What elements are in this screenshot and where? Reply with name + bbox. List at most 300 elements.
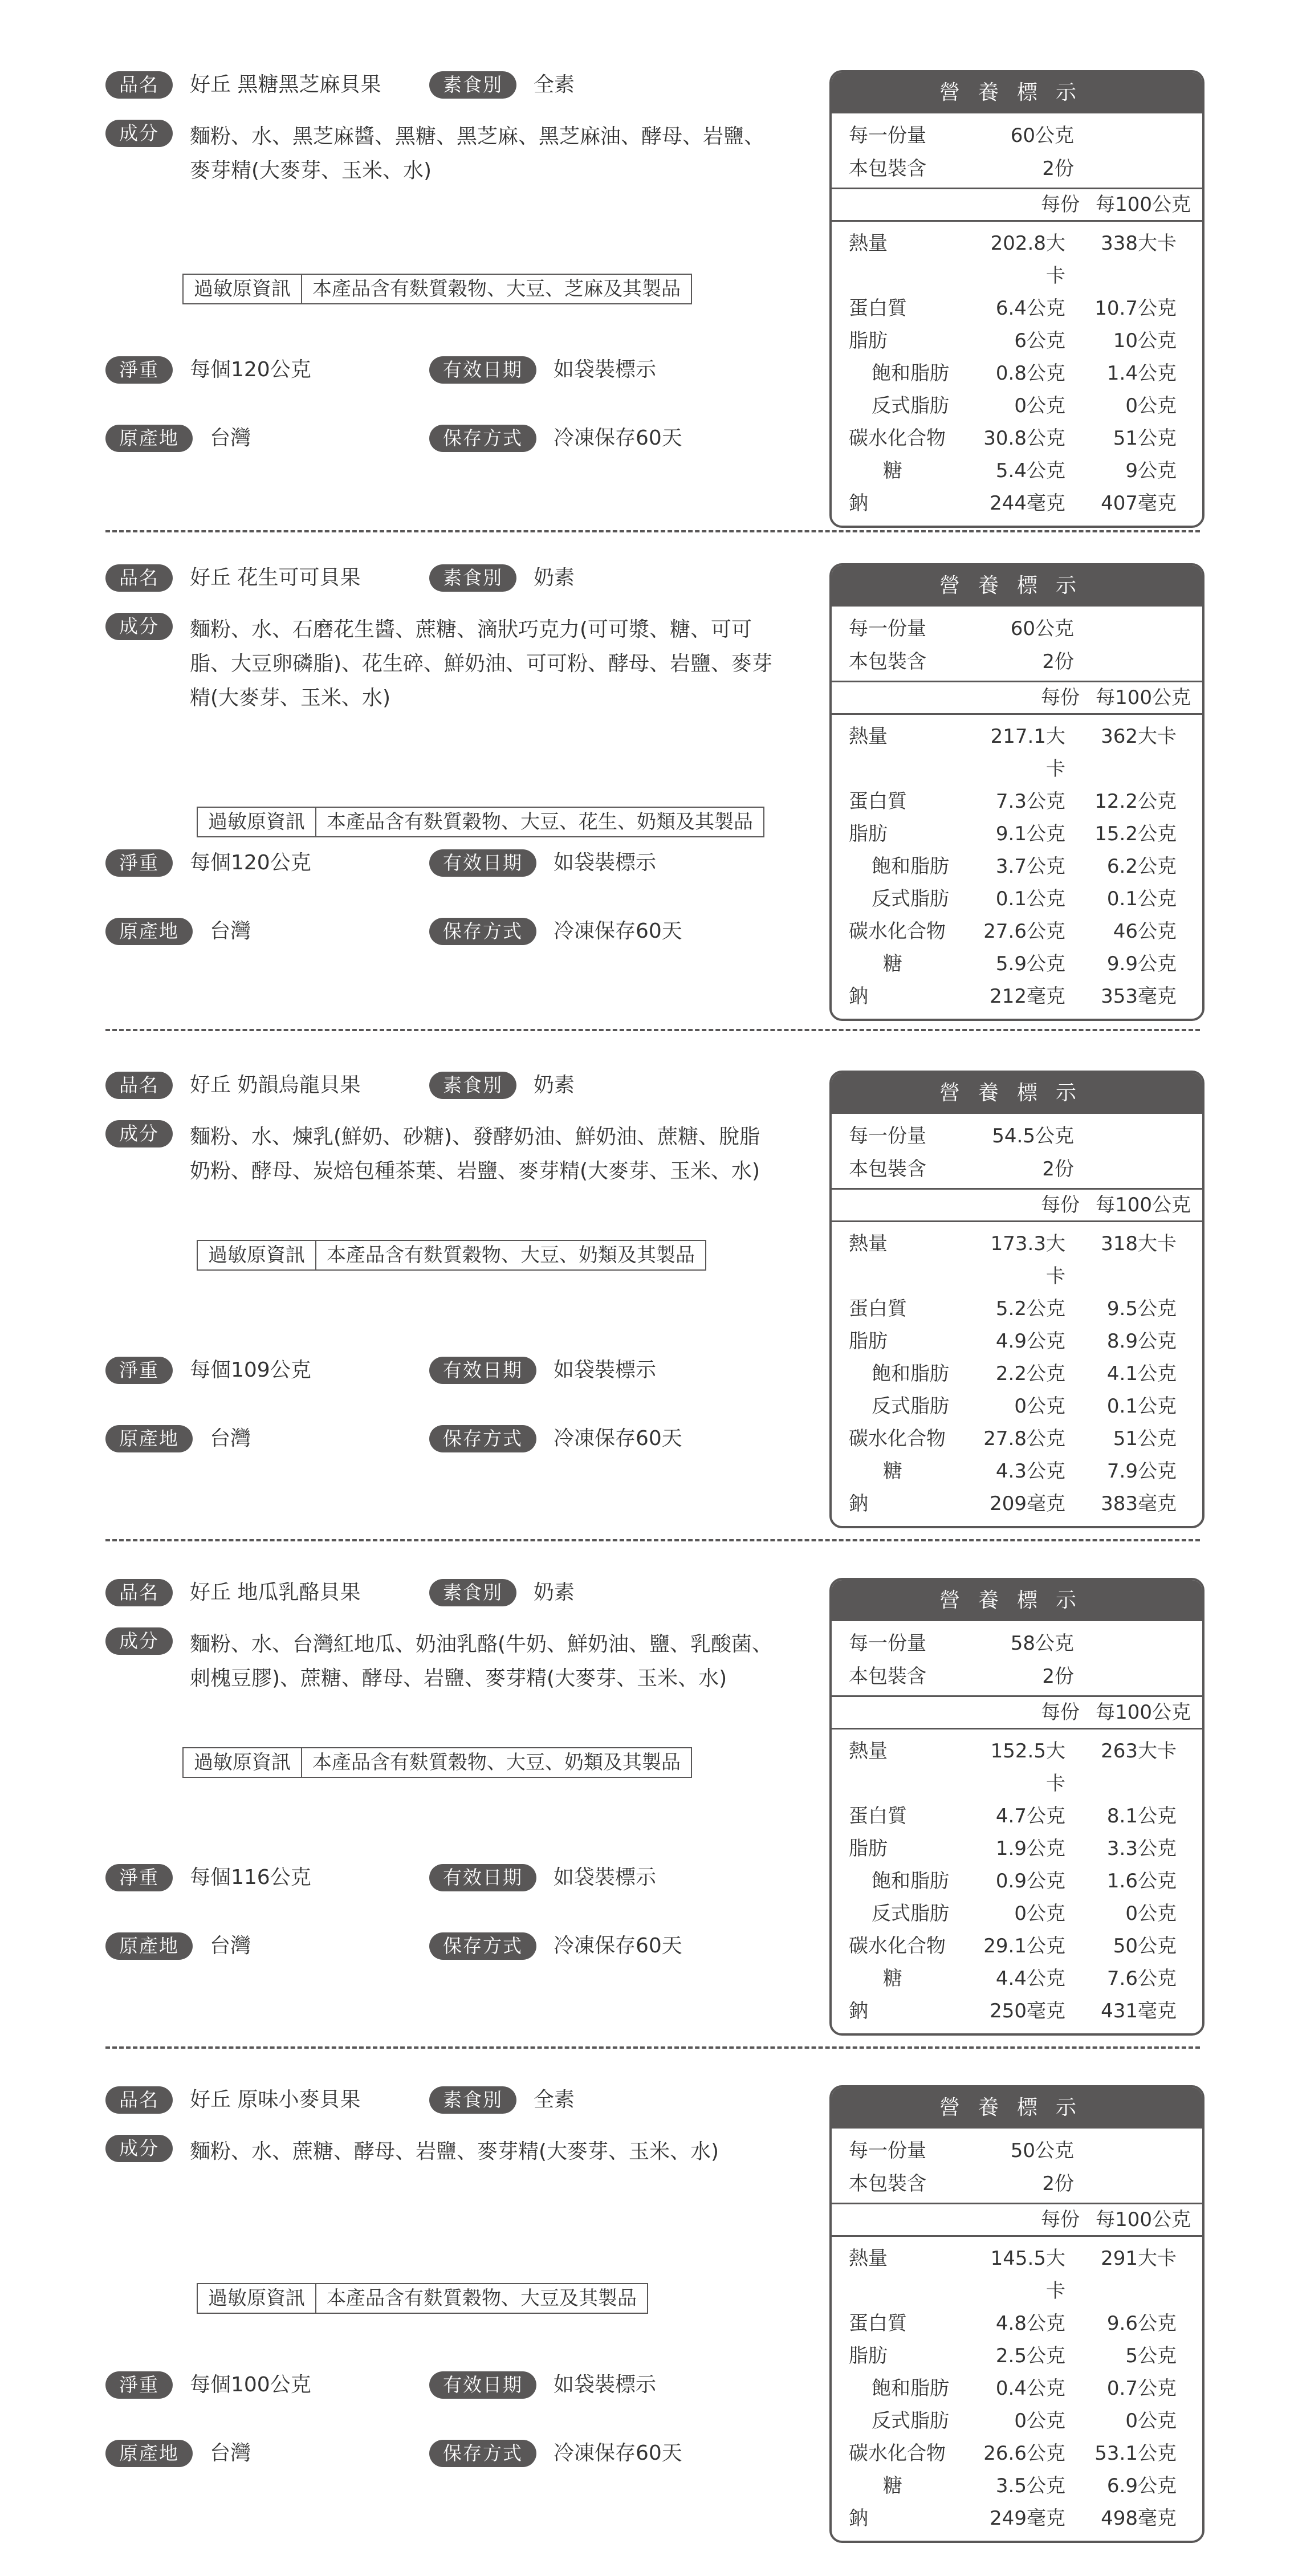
nutrition-row-sugar	[849, 948, 1191, 980]
serving-size-value: 60公克	[1010, 617, 1074, 640]
veg-type: 全素	[534, 2088, 575, 2111]
name-label: 品名	[105, 564, 173, 592]
per-serving-value: 152.5大卡	[990, 1740, 1065, 1795]
product-name: 好丘 黑糖黑芝麻貝果	[190, 73, 381, 96]
name-label: 品名	[105, 1579, 173, 1606]
per-100g-value: 9.5公克	[1106, 1297, 1177, 1320]
nutrition-column-header	[832, 1188, 1202, 1222]
storage-value: 冷凍保存60天	[554, 1934, 682, 1958]
nutrient-name: 飽和脂肪	[872, 2377, 949, 2400]
nutrient-name: 反式脂肪	[872, 1902, 949, 1925]
expiry-label: 有效日期	[429, 2371, 536, 2399]
nutrition-table	[829, 1071, 1204, 1528]
origin-value: 台灣	[210, 919, 251, 943]
veg-type: 奶素	[534, 1581, 575, 1604]
servings-row	[849, 152, 1193, 185]
nutrient-name: 鈉	[849, 2000, 868, 2022]
per-serving-value: 249毫克	[990, 2507, 1065, 2530]
storage-label: 保存方式	[429, 2440, 536, 2467]
serving-size-label: 每一份量	[849, 1125, 926, 1147]
nutrition-rows	[832, 222, 1202, 526]
ingredients-row	[105, 613, 777, 715]
per-100g-value: 5公克	[1125, 2345, 1177, 2367]
expiry-label: 有效日期	[429, 849, 536, 877]
weight-row	[105, 356, 656, 384]
ingredients-row	[105, 1627, 777, 1696]
nutrition-row-carbs	[849, 422, 1191, 455]
per-serving-value: 1.9公克	[995, 1837, 1065, 1860]
nutrition-title: 營養標示	[832, 2087, 1202, 2129]
per-100g-value: 338大卡	[1101, 232, 1177, 255]
serving-info	[832, 2129, 1202, 2203]
per-serving-value: 244毫克	[990, 492, 1065, 515]
ingredients-text: 麵粉、水、石磨花生醬、蔗糖、滴狀巧克力(可可漿、糖、可可脂、大豆卵磷脂)、花生碎、鮮奶油、可可粉、酵母、岩鹽、麥芽精(大麥芽、玉米、水)	[190, 618, 773, 710]
storage-value: 冷凍保存60天	[554, 426, 682, 450]
nutrition-row-calories	[849, 227, 1191, 292]
nutrition-row-sat-fat	[849, 1865, 1191, 1898]
nutrient-name: 飽和脂肪	[872, 1870, 949, 1893]
nutrition-row-calories	[849, 1228, 1191, 1293]
serving-size-row	[849, 119, 1193, 152]
per-serving-header: 每份	[1041, 193, 1080, 216]
storage-label: 保存方式	[429, 1425, 536, 1452]
allergen-text: 本產品含有麩質穀物、大豆、奶類及其製品	[312, 1751, 681, 1774]
nutrient-name: 蛋白質	[849, 790, 907, 813]
name-row	[105, 71, 575, 99]
serving-info	[832, 1621, 1202, 1695]
nutrition-row-sat-fat	[849, 2372, 1191, 2405]
per-100g-value: 383毫克	[1101, 1492, 1177, 1515]
nutrition-row-sat-fat	[849, 1358, 1191, 1390]
per-100g-value: 263大卡	[1101, 1740, 1177, 1763]
servings-label: 本包裝含	[849, 2172, 926, 2195]
allergen-box	[197, 807, 764, 837]
veg-label: 素食別	[429, 564, 516, 592]
origin-row	[105, 1425, 682, 1452]
per-100g-value: 0.1公克	[1106, 888, 1177, 910]
per-serving-header: 每份	[1041, 2208, 1080, 2231]
serving-size-row	[849, 1120, 1193, 1153]
veg-type: 全素	[534, 73, 575, 96]
per-serving-value: 212毫克	[990, 985, 1065, 1008]
allergen-label: 過敏原資訊	[184, 1748, 302, 1777]
name-row	[105, 1579, 575, 1606]
per-serving-value: 27.6公克	[983, 920, 1065, 943]
nutrition-row-trans-fat	[849, 883, 1191, 915]
serving-size-row	[849, 612, 1193, 645]
origin-value: 台灣	[210, 2441, 251, 2465]
storage-label: 保存方式	[429, 1932, 536, 1960]
nutrition-row-carbs	[849, 2437, 1191, 2470]
servings-label: 本包裝含	[849, 1665, 926, 1688]
per-100g-header: 每100公克	[1096, 1701, 1191, 1724]
allergen-label: 過敏原資訊	[184, 275, 302, 303]
nutrition-row-sat-fat	[849, 850, 1191, 883]
nutrient-name: 糖	[883, 459, 902, 482]
origin-value: 台灣	[210, 1934, 251, 1958]
nutrient-name: 碳水化合物	[849, 1935, 946, 1958]
weight-label: 淨重	[105, 1357, 173, 1384]
serving-size-label: 每一份量	[849, 2139, 926, 2162]
allergen-box	[182, 274, 692, 304]
per-100g-value: 9.9公克	[1106, 953, 1177, 975]
per-100g-value: 10公克	[1113, 329, 1177, 352]
weight-label: 淨重	[105, 356, 173, 384]
expiry-label: 有效日期	[429, 1864, 536, 1891]
nutrition-row-sodium	[849, 980, 1191, 1013]
serving-size-value: 58公克	[1010, 1632, 1074, 1655]
nutrition-row-sugar	[849, 455, 1191, 487]
servings-label: 本包裝含	[849, 157, 926, 180]
per-serving-value: 0公克	[1014, 2410, 1065, 2432]
nutrient-name: 糖	[883, 2475, 902, 2497]
per-100g-header: 每100公克	[1096, 2208, 1191, 2231]
per-serving-header: 每份	[1041, 1194, 1080, 1216]
veg-label: 素食別	[429, 2086, 516, 2114]
nutrition-column-header	[832, 681, 1202, 715]
per-100g-value: 51公克	[1113, 1427, 1177, 1450]
per-serving-value: 209毫克	[990, 1492, 1065, 1515]
per-100g-value: 50公克	[1113, 1935, 1177, 1958]
per-serving-value: 2.2公克	[995, 1362, 1065, 1385]
per-serving-value: 0公克	[1014, 394, 1065, 417]
storage-value: 冷凍保存60天	[554, 2441, 682, 2465]
nutrient-name: 蛋白質	[849, 297, 907, 320]
ingredients-row	[105, 1120, 777, 1189]
nutrition-row-protein	[849, 292, 1191, 325]
per-serving-value: 145.5大卡	[990, 2247, 1065, 2302]
section-divider	[105, 1029, 1200, 1031]
veg-label: 素食別	[429, 1072, 516, 1099]
weight-value: 每個100公克	[190, 2373, 311, 2396]
per-100g-header: 每100公克	[1096, 193, 1191, 216]
name-label: 品名	[105, 2086, 173, 2114]
serving-info	[832, 607, 1202, 681]
servings-value: 2份	[1042, 650, 1074, 673]
nutrient-name: 糖	[883, 1967, 902, 1990]
nutrition-column-header	[832, 188, 1202, 222]
nutrition-row-sodium	[849, 1488, 1191, 1520]
ingredients-text: 麵粉、水、黑芝麻醬、黑糖、黑芝麻、黑芝麻油、酵母、岩鹽、麥芽精(大麥芽、玉米、水)	[190, 125, 765, 182]
per-100g-header: 每100公克	[1096, 1194, 1191, 1216]
serving-size-row	[849, 2134, 1193, 2167]
product-name: 好丘 奶韻烏龍貝果	[190, 1073, 361, 1097]
section-divider	[105, 1539, 1200, 1541]
per-100g-value: 407毫克	[1101, 492, 1177, 515]
storage-value: 冷凍保存60天	[554, 1427, 682, 1450]
nutrient-name: 反式脂肪	[872, 1395, 949, 1418]
per-serving-value: 5.2公克	[995, 1297, 1065, 1320]
servings-row	[849, 1153, 1193, 1186]
nutrient-name: 碳水化合物	[849, 2442, 946, 2465]
per-serving-value: 4.3公克	[995, 1460, 1065, 1483]
ingredients-text: 麵粉、水、台灣紅地瓜、奶油乳酪(牛奶、鮮奶油、鹽、乳酸菌、刺槐豆膠)、蔗糖、酵母、岩鹽、麥芽精(大麥芽、玉米、水)	[190, 1633, 773, 1690]
ingredients-label: 成分	[105, 120, 173, 147]
servings-value: 2份	[1042, 157, 1074, 180]
per-100g-value: 6.9公克	[1106, 2475, 1177, 2497]
servings-value: 2份	[1042, 1665, 1074, 1688]
per-serving-value: 26.6公克	[983, 2442, 1065, 2465]
per-serving-header: 每份	[1041, 686, 1080, 709]
per-serving-value: 3.5公克	[995, 2475, 1065, 2497]
weight-label: 淨重	[105, 2371, 173, 2399]
per-serving-value: 6公克	[1014, 329, 1065, 352]
per-100g-value: 51公克	[1113, 427, 1177, 450]
serving-size-label: 每一份量	[849, 617, 926, 640]
per-serving-value: 9.1公克	[995, 823, 1065, 845]
weight-value: 每個116公克	[190, 1866, 311, 1889]
serving-size-label: 每一份量	[849, 1632, 926, 1655]
veg-type: 奶素	[534, 566, 575, 589]
nutrition-row-protein	[849, 786, 1191, 818]
nutrient-name: 糖	[883, 1460, 902, 1483]
weight-value: 每個109公克	[190, 1358, 311, 1382]
serving-size-value: 54.5公克	[992, 1125, 1074, 1147]
nutrition-title: 營養標示	[832, 72, 1202, 113]
per-serving-value: 202.8大卡	[990, 232, 1065, 287]
nutrition-title: 營養標示	[832, 565, 1202, 607]
storage-value: 冷凍保存60天	[554, 919, 682, 943]
per-100g-value: 53.1公克	[1094, 2442, 1177, 2465]
nutrition-row-calories	[849, 721, 1191, 786]
allergen-box	[197, 1240, 706, 1271]
servings-row	[849, 645, 1193, 678]
nutrition-row-sodium	[849, 487, 1191, 520]
origin-label: 原產地	[105, 2440, 193, 2467]
nutrient-name: 碳水化合物	[849, 1427, 946, 1450]
nutrition-title: 營養標示	[832, 1580, 1202, 1621]
storage-label: 保存方式	[429, 918, 536, 945]
nutrition-row-sugar	[849, 1455, 1191, 1488]
nutrition-table	[829, 563, 1204, 1021]
per-serving-header: 每份	[1041, 1701, 1080, 1724]
per-serving-value: 0.8公克	[995, 362, 1065, 385]
nutrition-row-trans-fat	[849, 390, 1191, 422]
nutrient-name: 脂肪	[849, 1837, 888, 1860]
nutrition-row-fat	[849, 1833, 1191, 1865]
origin-row	[105, 918, 682, 945]
per-serving-value: 27.8公克	[983, 1427, 1065, 1450]
per-100g-value: 0公克	[1125, 2410, 1177, 2432]
allergen-text: 本產品含有麩質穀物、大豆、芝麻及其製品	[312, 278, 681, 300]
per-100g-value: 4.1公克	[1106, 1362, 1177, 1385]
weight-value: 每個120公克	[190, 358, 311, 381]
nutrient-name: 糖	[883, 953, 902, 975]
nutrition-row-sodium	[849, 1995, 1191, 2028]
origin-value: 台灣	[210, 426, 251, 450]
ingredients-text: 麵粉、水、煉乳(鮮奶、砂糖)、發酵奶油、鮮奶油、蔗糖、脫脂奶粉、酵母、炭焙包種茶葉、岩鹽、麥芽精(大麥芽、玉米、水)	[190, 1125, 760, 1183]
ingredients-label: 成分	[105, 1627, 173, 1655]
expiry-value: 如袋裝標示	[554, 358, 657, 381]
nutrition-row-sugar	[849, 2470, 1191, 2502]
per-100g-value: 318大卡	[1101, 1232, 1177, 1255]
ingredients-label: 成分	[105, 2135, 173, 2162]
ingredients-label: 成分	[105, 1120, 173, 1147]
per-serving-value: 5.4公克	[995, 459, 1065, 482]
per-100g-value: 1.4公克	[1106, 362, 1177, 385]
product-name: 好丘 原味小麥貝果	[190, 2088, 361, 2111]
nutrient-name: 蛋白質	[849, 1297, 907, 1320]
nutrition-rows	[832, 1729, 1202, 2033]
nutrient-name: 反式脂肪	[872, 394, 949, 417]
expiry-label: 有效日期	[429, 356, 536, 384]
origin-value: 台灣	[210, 1427, 251, 1450]
servings-label: 本包裝含	[849, 1158, 926, 1181]
nutrition-row-fat	[849, 2340, 1191, 2372]
per-serving-value: 6.4公克	[995, 297, 1065, 320]
nutrition-row-trans-fat	[849, 1390, 1191, 1423]
nutrient-name: 反式脂肪	[872, 888, 949, 910]
nutrient-name: 脂肪	[849, 823, 888, 845]
product-name: 好丘 花生可可貝果	[190, 566, 361, 589]
origin-row	[105, 2440, 682, 2467]
per-serving-value: 5.9公克	[995, 953, 1065, 975]
allergen-text: 本產品含有麩質穀物、大豆、奶類及其製品	[327, 1244, 695, 1267]
nutrition-row-sodium	[849, 2502, 1191, 2535]
nutrient-name: 熱量	[849, 1740, 888, 1763]
allergen-box	[182, 1747, 692, 1778]
nutrient-name: 熱量	[849, 232, 888, 255]
nutrition-row-calories	[849, 2243, 1191, 2308]
nutrient-name: 蛋白質	[849, 2312, 907, 2335]
veg-label: 素食別	[429, 71, 516, 99]
nutrient-name: 鈉	[849, 2507, 868, 2530]
nutrient-name: 鈉	[849, 985, 868, 1008]
per-100g-value: 7.9公克	[1106, 1460, 1177, 1483]
servings-value: 2份	[1042, 1158, 1074, 1181]
veg-label: 素食別	[429, 1579, 516, 1606]
nutrition-row-trans-fat	[849, 1898, 1191, 1930]
per-100g-value: 362大卡	[1101, 725, 1177, 748]
allergen-box	[197, 2283, 648, 2314]
per-100g-value: 1.6公克	[1106, 1870, 1177, 1893]
name-row	[105, 1072, 575, 1099]
nutrient-name: 飽和脂肪	[872, 362, 949, 385]
nutrient-name: 脂肪	[849, 2345, 888, 2367]
serving-size-row	[849, 1627, 1193, 1660]
servings-label: 本包裝含	[849, 650, 926, 673]
nutrient-name: 反式脂肪	[872, 2410, 949, 2432]
per-100g-value: 9.6公克	[1106, 2312, 1177, 2335]
per-serving-value: 0.9公克	[995, 1870, 1065, 1893]
nutrient-name: 熱量	[849, 2247, 888, 2270]
per-100g-value: 291大卡	[1101, 2247, 1177, 2270]
per-100g-value: 3.3公克	[1106, 1837, 1177, 1860]
name-label: 品名	[105, 1072, 173, 1099]
name-row	[105, 2086, 575, 2114]
per-serving-value: 2.5公克	[995, 2345, 1065, 2367]
product-name: 好丘 地瓜乳酪貝果	[190, 1581, 361, 1604]
per-100g-value: 498毫克	[1101, 2507, 1177, 2530]
allergen-label: 過敏原資訊	[198, 808, 316, 836]
per-serving-value: 0.1公克	[995, 888, 1065, 910]
nutrition-row-carbs	[849, 1930, 1191, 1963]
per-serving-value: 4.4公克	[995, 1967, 1065, 1990]
per-100g-header: 每100公克	[1096, 686, 1191, 709]
per-serving-value: 4.9公克	[995, 1330, 1065, 1353]
per-100g-value: 6.2公克	[1106, 855, 1177, 878]
allergen-label: 過敏原資訊	[198, 2284, 316, 2313]
origin-row	[105, 425, 682, 452]
ingredients-row	[105, 120, 777, 188]
nutrient-name: 蛋白質	[849, 1805, 907, 1828]
nutrition-row-sat-fat	[849, 357, 1191, 390]
nutrition-row-fat	[849, 1325, 1191, 1358]
per-serving-value: 3.7公克	[995, 855, 1065, 878]
per-100g-value: 0.1公克	[1106, 1395, 1177, 1418]
nutrition-title: 營養標示	[832, 1073, 1202, 1114]
servings-row	[849, 1660, 1193, 1693]
serving-info	[832, 1114, 1202, 1188]
nutrition-row-fat	[849, 325, 1191, 357]
expiry-value: 如袋裝標示	[554, 851, 657, 874]
nutrient-name: 鈉	[849, 492, 868, 515]
nutrient-name: 脂肪	[849, 1330, 888, 1353]
per-serving-value: 29.1公克	[983, 1935, 1065, 1958]
nutrient-name: 飽和脂肪	[872, 1362, 949, 1385]
nutrition-row-carbs	[849, 915, 1191, 948]
per-serving-value: 30.8公克	[983, 427, 1065, 450]
per-100g-value: 15.2公克	[1094, 823, 1177, 845]
per-100g-value: 9公克	[1125, 459, 1177, 482]
name-row	[105, 564, 575, 592]
weight-row	[105, 2371, 656, 2399]
per-100g-value: 431毫克	[1101, 2000, 1177, 2022]
weight-value: 每個120公克	[190, 851, 311, 874]
section-divider	[105, 2046, 1200, 2049]
nutrition-row-protein	[849, 1293, 1191, 1325]
nutrition-rows	[832, 1222, 1202, 1526]
weight-row	[105, 849, 656, 877]
nutrient-name: 熱量	[849, 1232, 888, 1255]
origin-row	[105, 1932, 682, 1960]
nutrient-name: 鈉	[849, 1492, 868, 1515]
per-serving-value: 0.4公克	[995, 2377, 1065, 2400]
allergen-label: 過敏原資訊	[198, 1241, 316, 1269]
per-100g-value: 8.1公克	[1106, 1805, 1177, 1828]
ingredients-row	[105, 2135, 777, 2169]
nutrition-row-fat	[849, 818, 1191, 850]
nutrition-row-protein	[849, 2308, 1191, 2340]
ingredients-text: 麵粉、水、蔗糖、酵母、岩鹽、麥芽精(大麥芽、玉米、水)	[190, 2140, 719, 2163]
nutrition-row-protein	[849, 1800, 1191, 1833]
servings-row	[849, 2167, 1193, 2200]
expiry-value: 如袋裝標示	[554, 1358, 657, 1382]
serving-size-value: 60公克	[1010, 124, 1074, 147]
origin-label: 原產地	[105, 1932, 193, 1960]
per-serving-value: 7.3公克	[995, 790, 1065, 813]
name-label: 品名	[105, 71, 173, 99]
per-serving-value: 0公克	[1014, 1395, 1065, 1418]
serving-size-label: 每一份量	[849, 124, 926, 147]
nutrient-name: 飽和脂肪	[872, 855, 949, 878]
nutrient-name: 脂肪	[849, 329, 888, 352]
weight-label: 淨重	[105, 1864, 173, 1891]
nutrition-table	[829, 2085, 1204, 2543]
per-serving-value: 250毫克	[990, 2000, 1065, 2022]
serving-size-value: 50公克	[1010, 2139, 1074, 2162]
storage-label: 保存方式	[429, 425, 536, 452]
per-100g-value: 10.7公克	[1094, 297, 1177, 320]
weight-row	[105, 1864, 656, 1891]
nutrition-column-header	[832, 1695, 1202, 1729]
per-serving-value: 4.8公克	[995, 2312, 1065, 2335]
weight-label: 淨重	[105, 849, 173, 877]
section-divider	[105, 530, 1200, 532]
expiry-label: 有效日期	[429, 1357, 536, 1384]
per-100g-value: 0公克	[1125, 394, 1177, 417]
per-100g-value: 8.9公克	[1106, 1330, 1177, 1353]
